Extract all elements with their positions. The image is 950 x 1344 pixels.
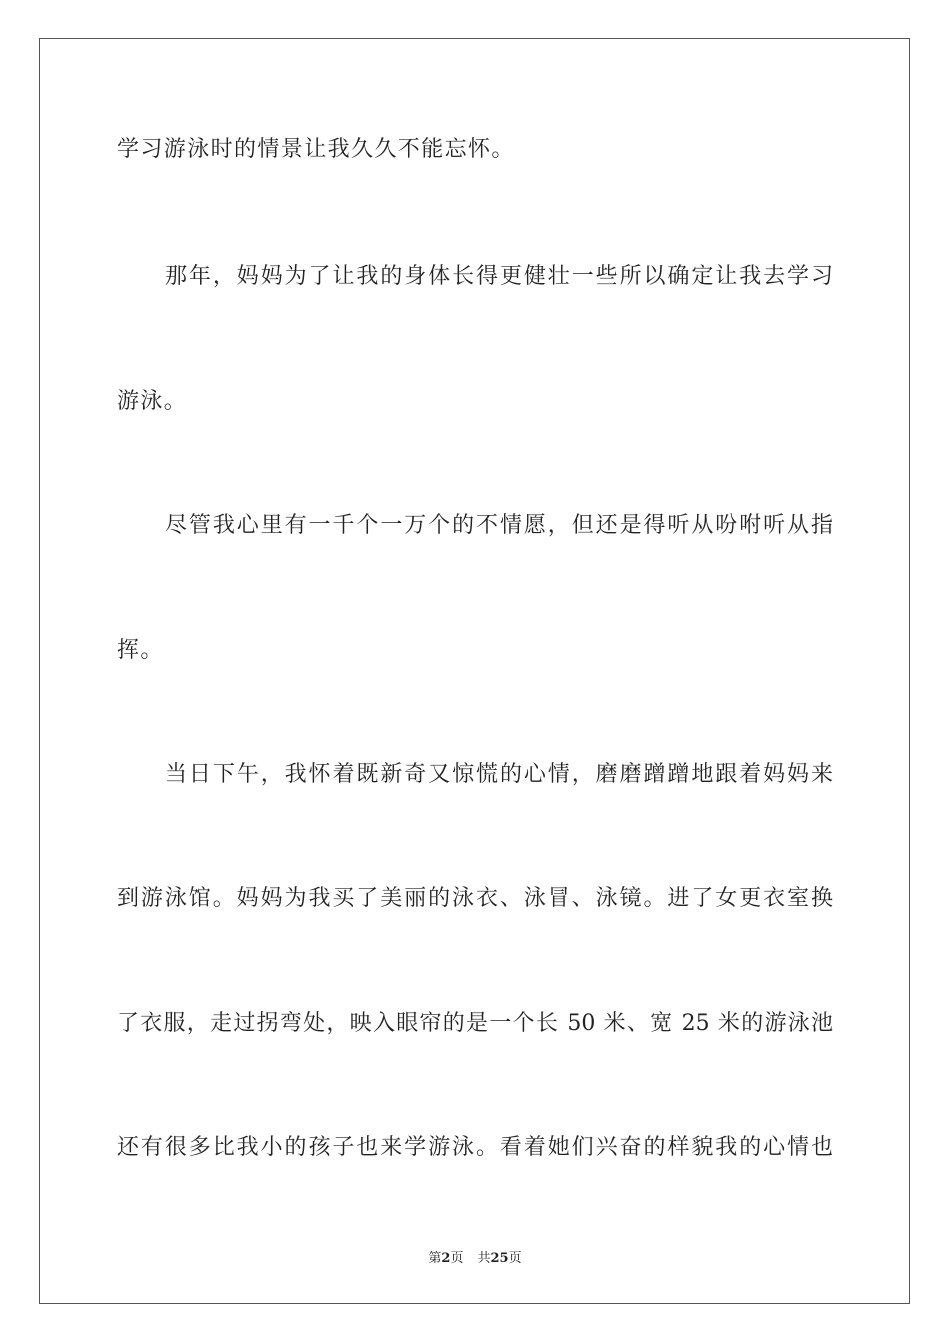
footer-total-pages: 25 xyxy=(490,1251,509,1266)
text-line-8: 了衣服，走过拐弯处，映入眼帘的是一个长 50 米、宽 25 米的游泳池 xyxy=(117,1011,833,1036)
page-footer xyxy=(0,1247,950,1266)
page-border xyxy=(39,38,910,1304)
text-line-6: 当日下午，我怀着既新奇又惊慌的心情，磨磨蹭蹭地跟着妈妈来 xyxy=(165,762,833,787)
text-line-5: 挥。 xyxy=(117,638,164,663)
footer-page-number: 2 xyxy=(441,1251,451,1266)
footer-page-suffix: 页 xyxy=(450,1251,464,1266)
text-line-3: 游泳。 xyxy=(117,389,188,414)
footer-total-suffix: 页 xyxy=(508,1251,522,1266)
footer-page-prefix: 第 xyxy=(428,1251,442,1266)
text-line-2: 那年，妈妈为了让我的身体长得更健壮一些所以确定让我去学习 xyxy=(165,264,833,289)
text-line-7: 到游泳馆。妈妈为我买了美丽的泳衣、泳冒、泳镜。进了女更衣室换 xyxy=(117,886,833,911)
text-line-4: 尽管我心里有一千个一万个的不情愿，但还是得听从吩咐听从指 xyxy=(165,513,833,538)
text-line-9: 还有很多比我小的孩子也来学游泳。看着她们兴奋的样貌我的心情也 xyxy=(117,1135,833,1160)
text-line-1: 学习游泳时的情景让我久久不能忘怀。 xyxy=(117,137,515,162)
footer-total-prefix: 共 xyxy=(477,1251,491,1266)
